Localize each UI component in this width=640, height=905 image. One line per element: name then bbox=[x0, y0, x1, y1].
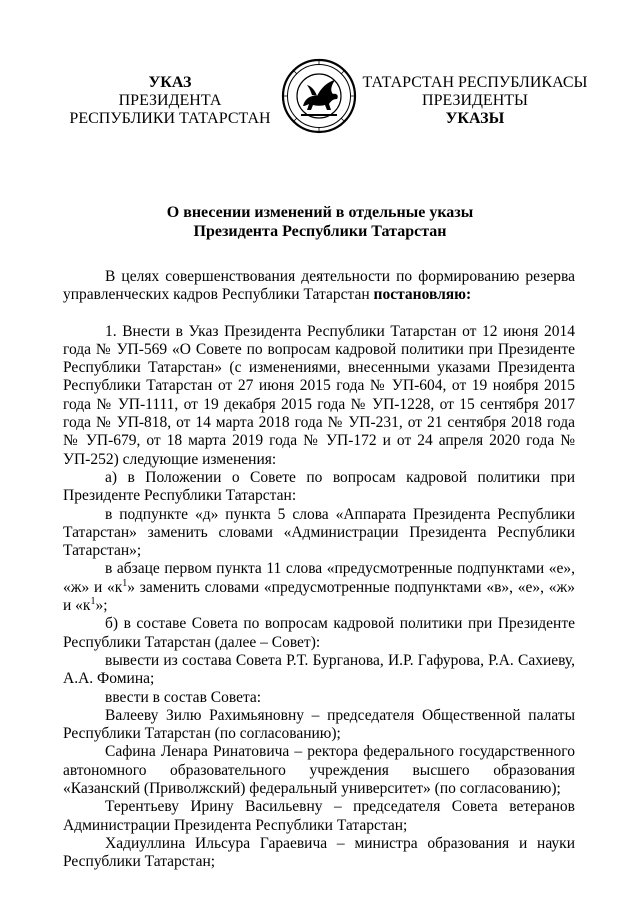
header-left bbox=[60, 74, 280, 128]
item-1b-add: ввести в состав Совета: bbox=[105, 688, 262, 706]
intro-text: В целях совершенствования деятельности по формированию резерва управленческих кадров Республики Татарстан bbox=[63, 268, 575, 304]
header-left-line1: УКАЗ bbox=[148, 74, 192, 91]
item-1b-remove: вывести из состава Совета Р.Т. Бурганова, И.Р. Гафурова, Р.А. Сахиеву, А.А. Фомина; bbox=[63, 651, 575, 688]
intro-resolution: постановляю: bbox=[373, 286, 472, 304]
member-valeeva: Валееву Зилю Рахимьяновну – председателя Общественной палаты Республики Татарстан (по согласованию); bbox=[63, 706, 575, 743]
decree-title bbox=[60, 203, 580, 241]
header-right-line1: ТАТАРСТАН РЕСПУБЛИКАСЫ bbox=[362, 74, 588, 91]
member-safin: Сафина Ленара Ринатовича – ректора федерального государственного автономного образовательного учреждения высшего образования «Казанский (Приволжский) федеральный университет» (по согласованию); bbox=[63, 743, 575, 798]
item-1a: а) в Положении о Совете по вопросам кадровой политики при Президенте Республики Татарстан: bbox=[63, 468, 575, 505]
tatarstan-coat-of-arms-icon bbox=[281, 58, 357, 134]
header-left-line3: РЕСПУБЛИКИ ТАТАРСТАН bbox=[69, 110, 271, 127]
header-right-line2: ПРЕЗИДЕНТЫ bbox=[422, 92, 528, 109]
item-1a-sub2 bbox=[63, 560, 575, 615]
superscript-1b: 1 bbox=[90, 595, 96, 607]
decree-body bbox=[63, 268, 575, 872]
header-right-line3: УКАЗЫ bbox=[445, 110, 505, 127]
item-1a-sub2-part2: » заменить словами «предусмотренные подпунктами «в», «е», «ж» и «к bbox=[63, 578, 575, 615]
member-khadiullin: Хадиуллина Ильсура Гараевича – министра образования и науки Республики Татарстан; bbox=[63, 834, 575, 871]
superscript-1: 1 bbox=[122, 577, 128, 589]
title-line1: О внесении изменений в отдельные указы bbox=[166, 204, 474, 221]
intro-paragraph bbox=[63, 268, 575, 305]
item-1a-sub2-part1: в абзаце первом пункта 11 слова «предусмотренные подпунктами «е», «ж» и «к bbox=[63, 560, 575, 596]
title-line2: Президента Республики Татарстан bbox=[193, 223, 447, 240]
item-1a-sub2-part3: »; bbox=[95, 597, 108, 615]
item-1: 1. Внести в Указ Президента Республики Татарстан от 12 июня 2014 года № УП-569 «О Совете по вопросам кадровой политики при Президенте Республики Татарстан» (с изменениями, внесенными указами Президента Республики Татарстан от 27 июня 2015 года № УП-604, от 19 ноября 2015 года № УП-1111, от 19 декабря 2015 года № УП-1228, от 15 сентября 2017 года № УП-818, от 14 марта 2018 года № УП-231, от 21 сентября 2018 года № УП-679, от 18 марта 2019 года № УП-172 и от 24 апреля 2020 года № УП-252) следующие изменения: bbox=[63, 322, 575, 468]
member-terentyeva: Терентьеву Ирину Васильевну – председателя Совета ветеранов Администрации Президента Республики Татарстан; bbox=[63, 798, 575, 834]
item-1b: б) в составе Совета по вопросам кадровой политики при Президенте Республики Татарстан (далее – Совет): bbox=[63, 615, 575, 651]
header-right bbox=[360, 74, 590, 128]
header-left-line2: ПРЕЗИДЕНТА bbox=[118, 92, 222, 109]
item-1a-sub1: в подпункте «д» пункта 5 слова «Аппарата Президента Республики Татарстан» заменить словами «Администрации Президента Республики Татарстан»; bbox=[63, 505, 575, 560]
